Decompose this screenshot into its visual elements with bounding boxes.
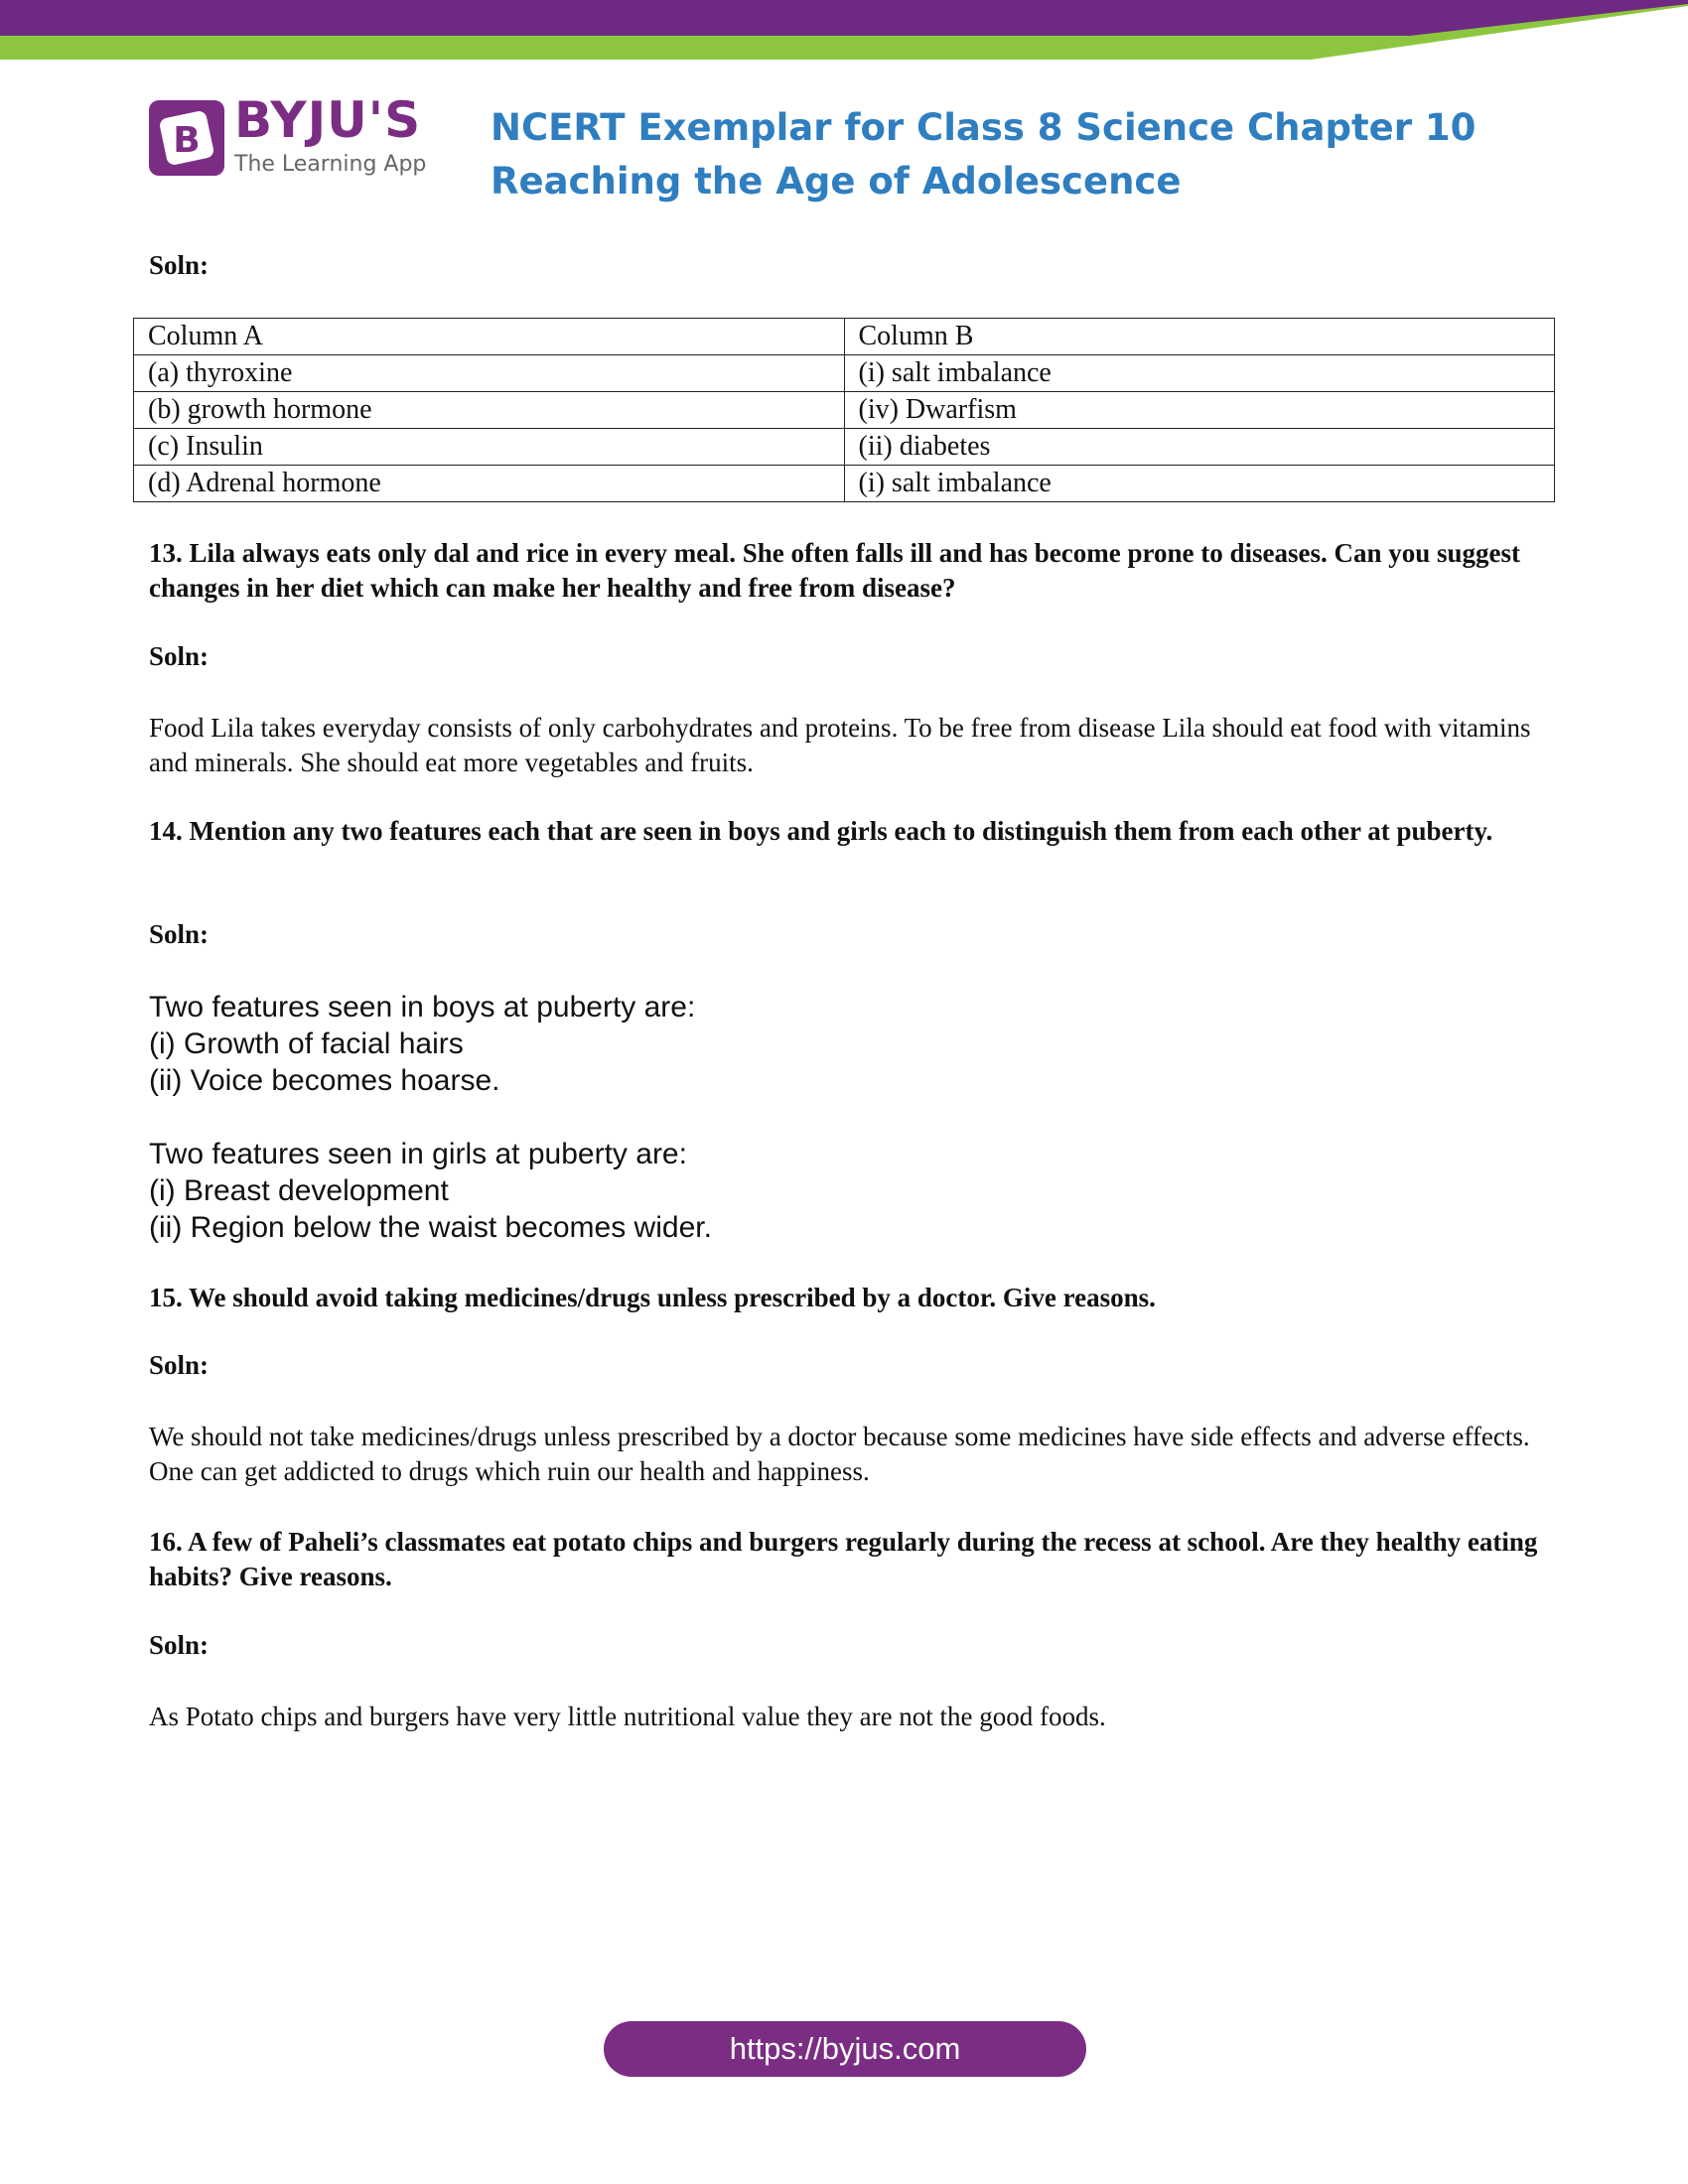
table-row (134, 429, 1555, 466)
girls-heading: Two features seen in girls at puberty are: (149, 1138, 687, 1170)
table-header-cell: Column A (134, 319, 845, 355)
table-header-row (134, 319, 1555, 355)
byjus-logo-icon (149, 100, 224, 176)
girls-item: (ii) Region below the waist becomes wider. (149, 1211, 712, 1244)
answer-16: As Potato chips and burgers have very little nutritional value they are not the good foods. (149, 1702, 1106, 1731)
table-cell: (a) thyroxine (134, 355, 845, 392)
table-row (134, 355, 1555, 392)
table-cell: (iv) Dwarfism (844, 392, 1555, 429)
table-cell: (i) salt imbalance (844, 466, 1555, 502)
table-cell: (i) salt imbalance (844, 355, 1555, 392)
answer-13: Food Lila takes everyday consists of only carbohydrates and proteins. To be free from disease Lila should eat food with vitamins and minerals. She should eat more vegetables and fruits. (149, 713, 1531, 777)
svg-text:B: B (173, 120, 201, 161)
matching-table (133, 318, 1555, 502)
table-cell: (c) Insulin (134, 429, 845, 466)
page-header (149, 91, 1559, 214)
top-decorative-band (0, 0, 1688, 60)
brand-tagline: The Learning App (234, 152, 427, 177)
footer-url-link[interactable]: https://byjus.com (604, 2021, 1086, 2077)
answer-15: We should not take medicines/drugs unless prescribed by a doctor because some medicines have side effects and adverse effects. One can get addicted to drugs which ruin our health and happiness. (149, 1422, 1530, 1486)
table-row (134, 392, 1555, 429)
soln-label: Soln: (149, 1630, 210, 1660)
question-14-text: 14. Mention any two features each that are seen in boys and girls each to distinguish them from each other at puberty. (149, 816, 1493, 846)
soln-label: Soln: (149, 1350, 210, 1380)
table-cell: (ii) diabetes (844, 429, 1555, 466)
question-15-text: 15. We should avoid taking medicines/drugs unless prescribed by a doctor. Give reasons. (149, 1283, 1156, 1312)
soln-label: Soln: (149, 641, 210, 671)
answer-14-boys (149, 989, 1549, 1099)
boys-item: (i) Growth of facial hairs (149, 1027, 464, 1060)
table-header-cell: Column B (844, 319, 1555, 355)
table-row (134, 466, 1555, 502)
table-cell: (d) Adrenal hormone (134, 466, 845, 502)
byjus-logo (149, 91, 447, 187)
question-13 (149, 536, 1549, 606)
table-cell: (b) growth hormone (134, 392, 845, 429)
question-13-text: 13. Lila always eats only dal and rice in every meal. She often falls ill and has become prone to diseases. Can you suggest changes in her diet which can make her healthy and free from disease? (149, 538, 1521, 603)
brand-name: BYJU'S (234, 91, 422, 149)
question-16-text: 16. A few of Paheli’s classmates eat potato chips and burgers regularly during the recess at school. Are they healthy eating habits? Give reasons. (149, 1527, 1538, 1591)
page-title: NCERT Exemplar for Class 8 Science Chapter 10 Reaching the Age of Adolescence (491, 106, 1477, 203)
girls-item: (i) Breast development (149, 1174, 449, 1207)
boys-heading: Two features seen in boys at puberty are: (149, 991, 696, 1024)
soln-label: Soln: (149, 250, 210, 280)
soln-label: Soln: (149, 919, 210, 949)
answer-14-girls (149, 1136, 1549, 1246)
boys-item: (ii) Voice becomes hoarse. (149, 1064, 500, 1097)
